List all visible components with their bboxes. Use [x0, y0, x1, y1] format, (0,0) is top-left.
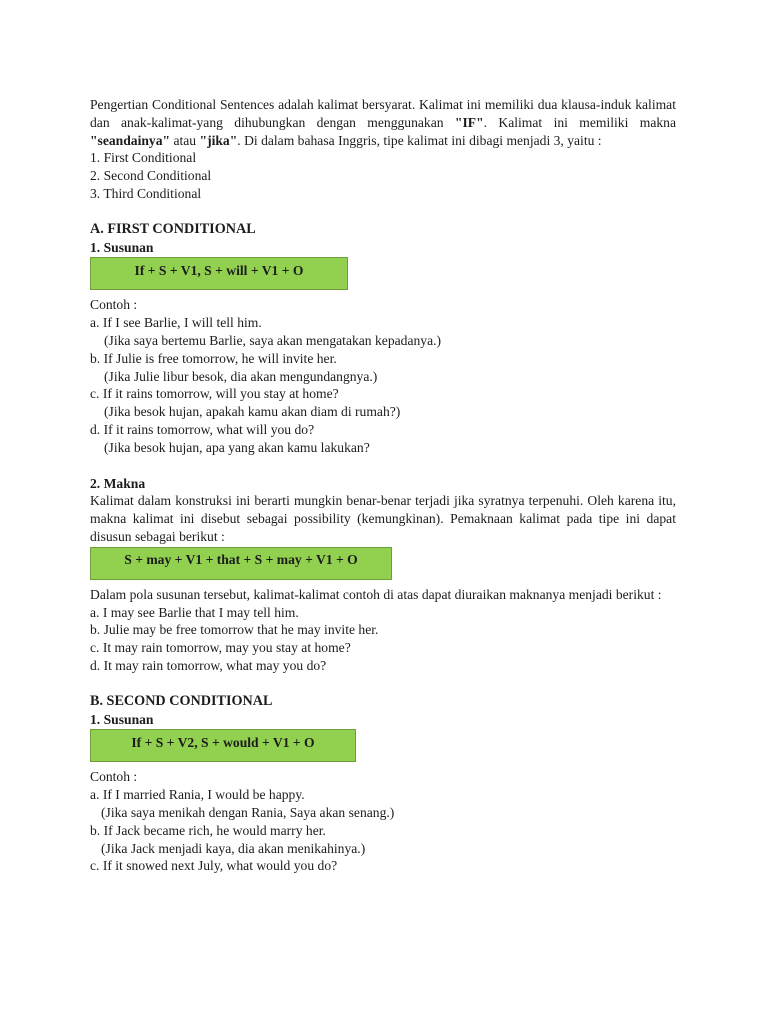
example-sentence: b. If Jack became rich, he would marry her.	[90, 822, 326, 838]
pola-example: c. It may rain tomorrow, may you stay at home?	[90, 640, 351, 656]
example-sentence: c. If it snowed next July, what would you do?	[90, 858, 338, 874]
intro-text-3: . Di dalam bahasa Inggris, tipe kalimat ini dibagi menjadi 3, yaitu :	[237, 132, 602, 148]
example-sentence: a. If I married Rania, I would be happy.	[90, 787, 305, 803]
example-sentence: a. If I see Barlie, I will tell him.	[90, 315, 262, 331]
section-a-makna-title: 2. Makna	[90, 475, 146, 491]
example-translation: (Jika saya menikah dengan Rania, Saya akan senang.)	[101, 804, 395, 820]
example-translation: (Jika besok hujan, apakah kamu akan diam di rumah?)	[104, 404, 401, 420]
pola-example: b. Julie may be free tomorrow that he may invite her.	[90, 622, 379, 638]
pola-example: d. It may rain tomorrow, what may you do?	[90, 657, 327, 673]
document-page	[90, 96, 676, 875]
formula-text: If + S + V1, S + will + V1 + O	[134, 262, 304, 278]
intro-paragraph	[90, 96, 676, 149]
example-translation: (Jika saya bertemu Barlie, saya akan mengatakan kepadanya.)	[104, 332, 442, 348]
section-b-title: B. SECOND CONDITIONAL	[90, 692, 273, 709]
list-item: 2. Second Conditional	[90, 168, 212, 184]
example-translation: (Jika Julie libur besok, dia akan mengundangnya.)	[104, 368, 378, 384]
example-sentence: c. If it rains tomorrow, will you stay at home?	[90, 386, 339, 402]
intro-text-atau: atau	[170, 132, 200, 148]
makna-formula-box	[90, 547, 392, 580]
example-sentence: d. If it rains tomorrow, what will you do?	[90, 421, 315, 437]
makna-paragraph: Kalimat dalam konstruksi ini berarti mungkin benar-benar terjadi jika syratnya terpenuhi. Oleh karena itu, makna kalimat ini disebut sebagai possibility (kemungkinan). Pemaknaan kalimat pada tipe ini dapat disusun sebagai berikut :	[90, 493, 676, 544]
intro-text-1: Pengertian Conditional Sentences adalah kalimat bersyarat. Kalimat ini memiliki dua klausa-induk kalimat dan anak-kalimat-yang dihubungkan dengan menggunakan	[90, 97, 676, 130]
section-a-susunan-title: 1. Susunan	[90, 239, 154, 255]
contoh-label: Contoh :	[90, 769, 138, 785]
pola-paragraph: Dalam pola susunan tersebut, kalimat-kalimat contoh di atas dapat diuraikan maknanya menjadi berikut :	[90, 586, 662, 602]
formula-text: S + may + V1 + that + S + may + V1 + O	[124, 552, 358, 568]
example-sentence: b. If Julie is free tomorrow, he will invite her.	[90, 350, 337, 366]
example-translation: (Jika Jack menjadi kaya, dia akan menikahinya.)	[101, 840, 366, 856]
section-b-susunan-title: 1. Susunan	[90, 711, 154, 727]
if-keyword: "IF"	[454, 114, 484, 130]
first-conditional-formula-box	[90, 257, 348, 290]
formula-text: If + S + V2, S + would + V1 + O	[131, 734, 315, 750]
example-translation: (Jika besok hujan, apa yang akan kamu lakukan?	[104, 439, 370, 455]
list-item: 1. First Conditional	[90, 150, 197, 166]
second-conditional-formula-box	[90, 729, 356, 762]
intro-text-2: . Kalimat ini memiliki makna	[483, 114, 676, 130]
contoh-label: Contoh :	[90, 297, 138, 313]
list-item: 3. Third Conditional	[90, 185, 202, 201]
pola-example: a. I may see Barlie that I may tell him.	[90, 604, 299, 620]
seandainya-keyword: "seandainya"	[90, 132, 171, 148]
jika-keyword: "jika"	[199, 132, 238, 148]
section-a-title: A. FIRST CONDITIONAL	[90, 220, 256, 237]
